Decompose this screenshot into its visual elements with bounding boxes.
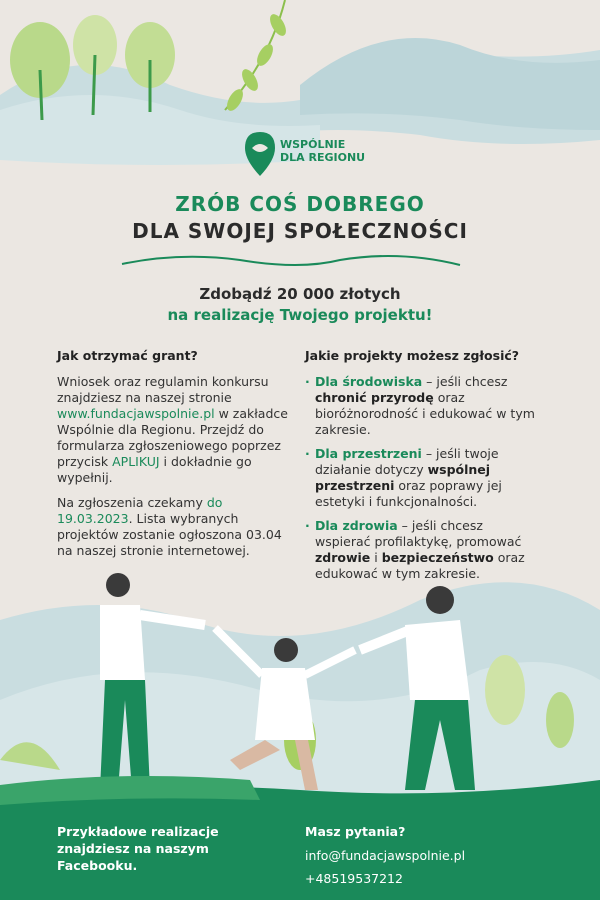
text: oraz poprawy jej estetyki i funkcjonalności. — [315, 478, 502, 509]
person-body — [405, 620, 470, 700]
text: – jeśli chcesz wspierać profilaktykę, promować — [315, 518, 522, 549]
text-bold: wspólnej przestrzeni — [315, 462, 491, 493]
apply-label: APLIKUJ — [112, 454, 160, 469]
facebook-note: Przykładowe realizacje znajdziesz na naszym Facebooku. — [57, 824, 219, 873]
project-types-title: Jakie projekty możesz zgłosić? — [305, 348, 520, 363]
bullet-icon: · — [305, 518, 310, 533]
child-body — [255, 668, 315, 740]
text: . Lista wybranych projektów zostanie ogłoszona 03.04 na naszej stronie internetowej. — [57, 511, 282, 558]
text-bold: zdrowie — [315, 550, 371, 565]
text: Wniosek oraz regulamin konkursu znajdziesz na naszej stronie — [57, 374, 269, 405]
contact-block — [305, 823, 465, 890]
headline-line2: DLA SWOJEJ SPOŁECZNOŚCI — [132, 219, 468, 243]
text: oraz bioróżnorodność i edukować w tym zakresie. — [315, 390, 535, 437]
bullet-icon: · — [305, 446, 310, 461]
list-item — [305, 446, 540, 510]
text: i dokładnie go wypełnij. — [57, 454, 252, 485]
text-bold: bezpieczeństwo — [381, 550, 494, 565]
list-item — [305, 518, 540, 582]
deadline-date: do 19.03.2023 — [57, 495, 223, 526]
child-head — [274, 638, 298, 662]
text-bold: chronić przyrodę — [315, 390, 434, 405]
person-body — [100, 605, 145, 680]
text: oraz edukować w tym zakresie. — [315, 550, 525, 581]
item-label: Dla zdrowia — [315, 518, 398, 533]
tree-trunk — [40, 70, 42, 120]
contact-email[interactable]: info@fundacjawspolnie.pl — [305, 848, 466, 863]
subheadline-amount: Zdobądź 20 000 złotych — [199, 285, 401, 303]
text: – jeśli twoje działanie dotyczy — [315, 446, 499, 477]
text: w zakładce Wspólnie dla Regionu. Przejdź do formularza zgłoszeniowego poprzez przycisk — [57, 406, 288, 469]
plant-icon — [485, 655, 525, 725]
subheadline-purpose: na realizację Twojego projektu! — [167, 306, 433, 324]
grant-info-paragraph1 — [57, 374, 297, 486]
grant-info-column — [57, 348, 297, 568]
tree-trunk — [93, 55, 95, 115]
item-label: Dla przestrzeni — [315, 446, 422, 461]
website-link[interactable]: www.fundacjawspolnie.pl — [57, 406, 215, 421]
list-item — [305, 374, 540, 438]
contact-phone[interactable]: +48519537212 — [305, 871, 403, 886]
plant-icon — [546, 692, 574, 748]
headline-line1: ZRÓB COŚ DOBREGO — [175, 192, 425, 216]
contact-title: Masz pytania? — [305, 824, 406, 839]
grant-info-title: Jak otrzymać grant? — [57, 348, 198, 363]
person-head — [426, 586, 454, 614]
item-label: Dla środowiska — [315, 374, 423, 389]
text: – jeśli chcesz — [422, 374, 508, 389]
project-types-column — [305, 348, 540, 590]
logo-text — [262, 138, 365, 164]
logo-line2: DLA REGIONU — [280, 151, 366, 164]
project-types-list — [305, 374, 540, 582]
logo-line1: WSPÓLNIE — [280, 138, 346, 151]
text: Na zgłoszenia czekamy — [57, 495, 203, 510]
person-head — [106, 573, 130, 597]
text: i — [370, 550, 382, 565]
grant-info-paragraph2 — [57, 495, 297, 559]
bullet-icon: · — [305, 374, 310, 389]
